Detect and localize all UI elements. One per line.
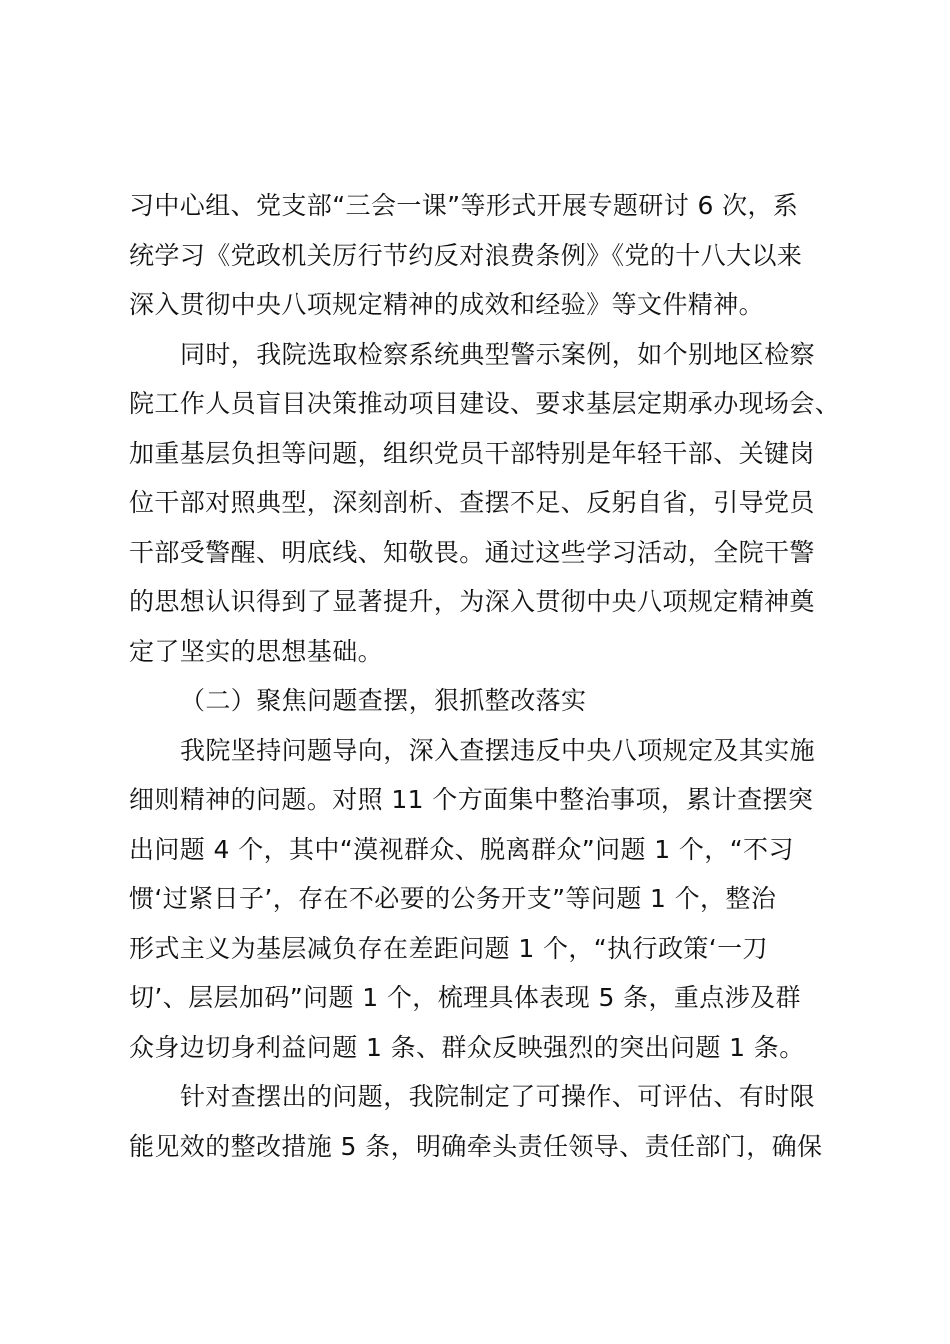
paragraph-line: 习中心组、党支部“三会一课”等形式开展专题研讨 6 次，系: [129, 191, 799, 220]
paragraph-line: 的思想认识得到了显著提升，为深入贯彻中央八项规定精神奠: [129, 587, 815, 616]
section-heading: （二）聚焦问题查摆，狠抓整改落实: [180, 686, 587, 715]
paragraph-line: 众身边切身利益问题 1 条、群众反映强烈的突出问题 1 条。: [129, 1032, 805, 1062]
paragraph-line: 我院坚持问题导向，深入查摆违反中央八项规定及其实施: [180, 735, 816, 765]
paragraph-line: 院工作人员盲目决策推动项目建设、要求基层定期承办现场会、: [129, 389, 841, 418]
paragraph-line: 切’、层层加码”问题 1 个，梳理具体表现 5 条，重点涉及群: [129, 983, 801, 1012]
paragraph-line: 出问题 4 个，其中“漠视群众、脱离群众”问题 1 个，“不习: [129, 834, 794, 864]
paragraph-line: 加重基层负担等问题，组织党员干部特别是年轻干部、关键岗: [129, 438, 815, 468]
paragraph-line: 深入贯彻中央八项规定精神的成效和经验》等文件精神。: [129, 290, 765, 319]
body-text: [129, 181, 841, 1171]
paragraph-line: 同时，我院选取检察系统典型警示案例，如个别地区检察: [180, 339, 816, 369]
paragraph-line: 干部受警醒、明底线、知敬畏。通过这些学习活动，全院干警: [129, 537, 815, 567]
paragraph-line: 统学习《党政机关厉行节约反对浪费条例》《党的十八大以来: [129, 240, 803, 270]
paragraph-line: 能见效的整改措施 5 条，明确牵头责任领导、责任部门，确保: [129, 1131, 823, 1161]
paragraph-line: 形式主义为基层减负存在差距问题 1 个，“执行政策‘一刀: [129, 933, 768, 963]
paragraph-line: 针对查摆出的问题，我院制定了可操作、可评估、有时限: [180, 1082, 816, 1111]
paragraph-line: 细则精神的问题。对照 11 个方面集中整治事项，累计查摆突: [129, 785, 814, 814]
paragraph-line: 位干部对照典型，深刻剖析、查摆不足、反躬自省，引导党员: [129, 488, 815, 517]
paragraph-line: 惯‘过紧日子’，存在不必要的公务开支”等问题 1 个，整治: [129, 884, 777, 913]
paragraph-line: 定了坚实的思想基础。: [129, 636, 384, 666]
